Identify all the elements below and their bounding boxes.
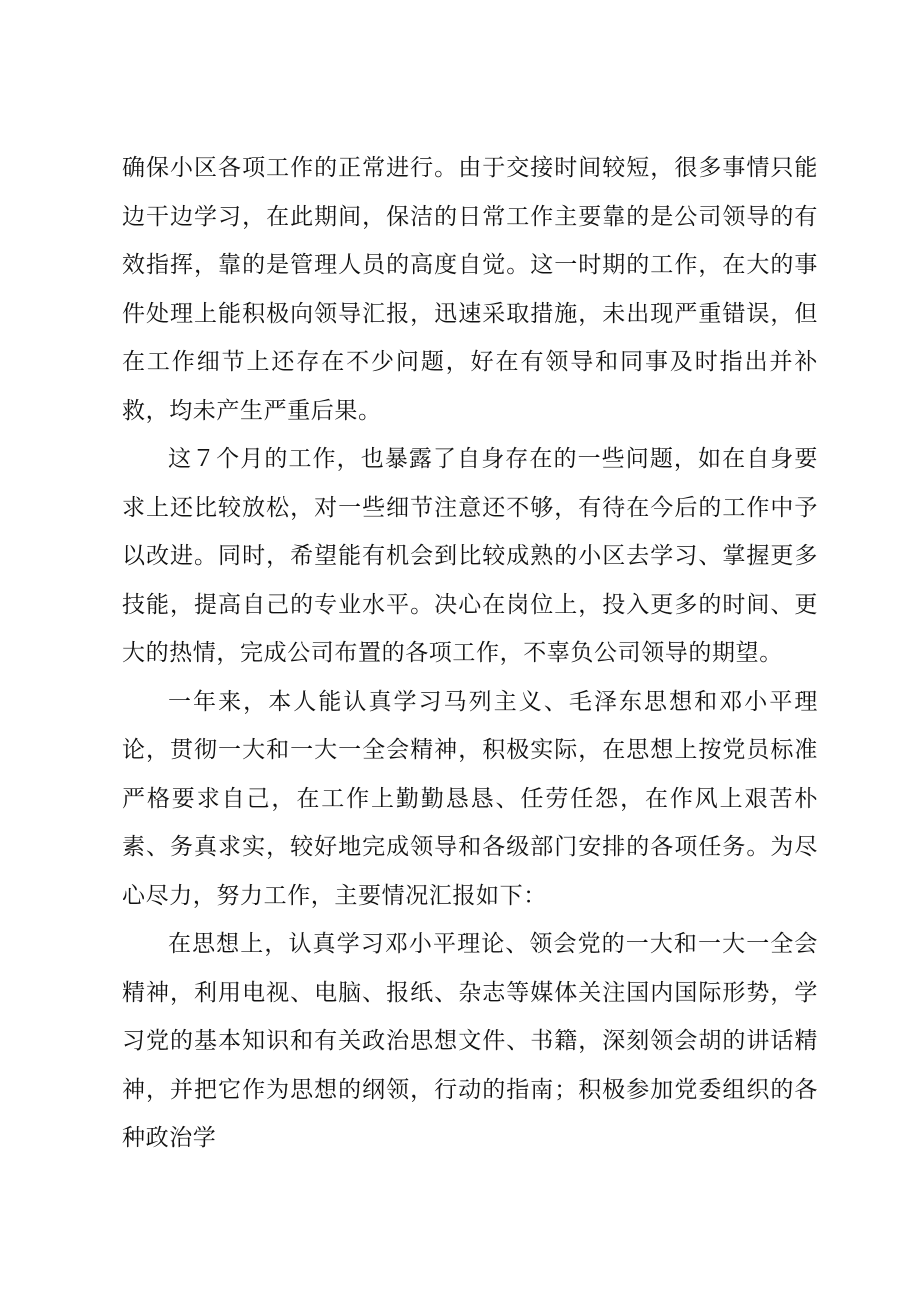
paragraph-4: 在思想上，认真学习邓小平理论、领会党的一大和一大一全会精神，利用电视、电脑、报纸、杂志等媒体关注国内国际形势，学习党的基本知识和有关政治思想文件、书籍，深刻领会胡的讲话精神，并把它作为思想的纲领，行动的指南；积极参加党委组织的各种政治学: [122, 931, 818, 1151]
paragraph-3: 一年来，本人能认真学习马列主义、毛泽东思想和邓小平理论，贯彻一大和一大一全会精神，积极实际，在思想上按党员标准严格要求自己，在工作上勤勤恳恳、任劳任怨，在作风上艰苦朴素、务真求实，较好地完成领导和各级部门安排的各项任务。为尽心尽力，努力工作，主要情况汇报如下：: [122, 688, 818, 909]
document-body: [122, 144, 818, 1163]
paragraph-2: 这７个月的工作，也暴露了自身存在的一些问题，如在自身要求上还比较放松，对一些细节注意还不够，有待在今后的工作中予以改进。同时，希望能有机会到比较成熟的小区去学习、掌握更多技能，提高自己的专业水平。决心在岗位上，投入更多的时间、更大的热情，完成公司布置的各项工作，不辜负公司领导的期望。: [122, 446, 818, 666]
paragraph-1: 确保小区各项工作的正常进行。由于交接时间较短，很多事情只能边干边学习，在此期间，保洁的日常工作主要靠的是公司领导的有效指挥，靠的是管理人员的高度自觉。这一时期的工作，在大的事件处理上能积极向领导汇报，迅速采取措施，未出现严重错误，但在工作细节上还存在不少问题，好在有领导和同事及时指出并补救，均未产生严重后果。: [122, 155, 818, 424]
